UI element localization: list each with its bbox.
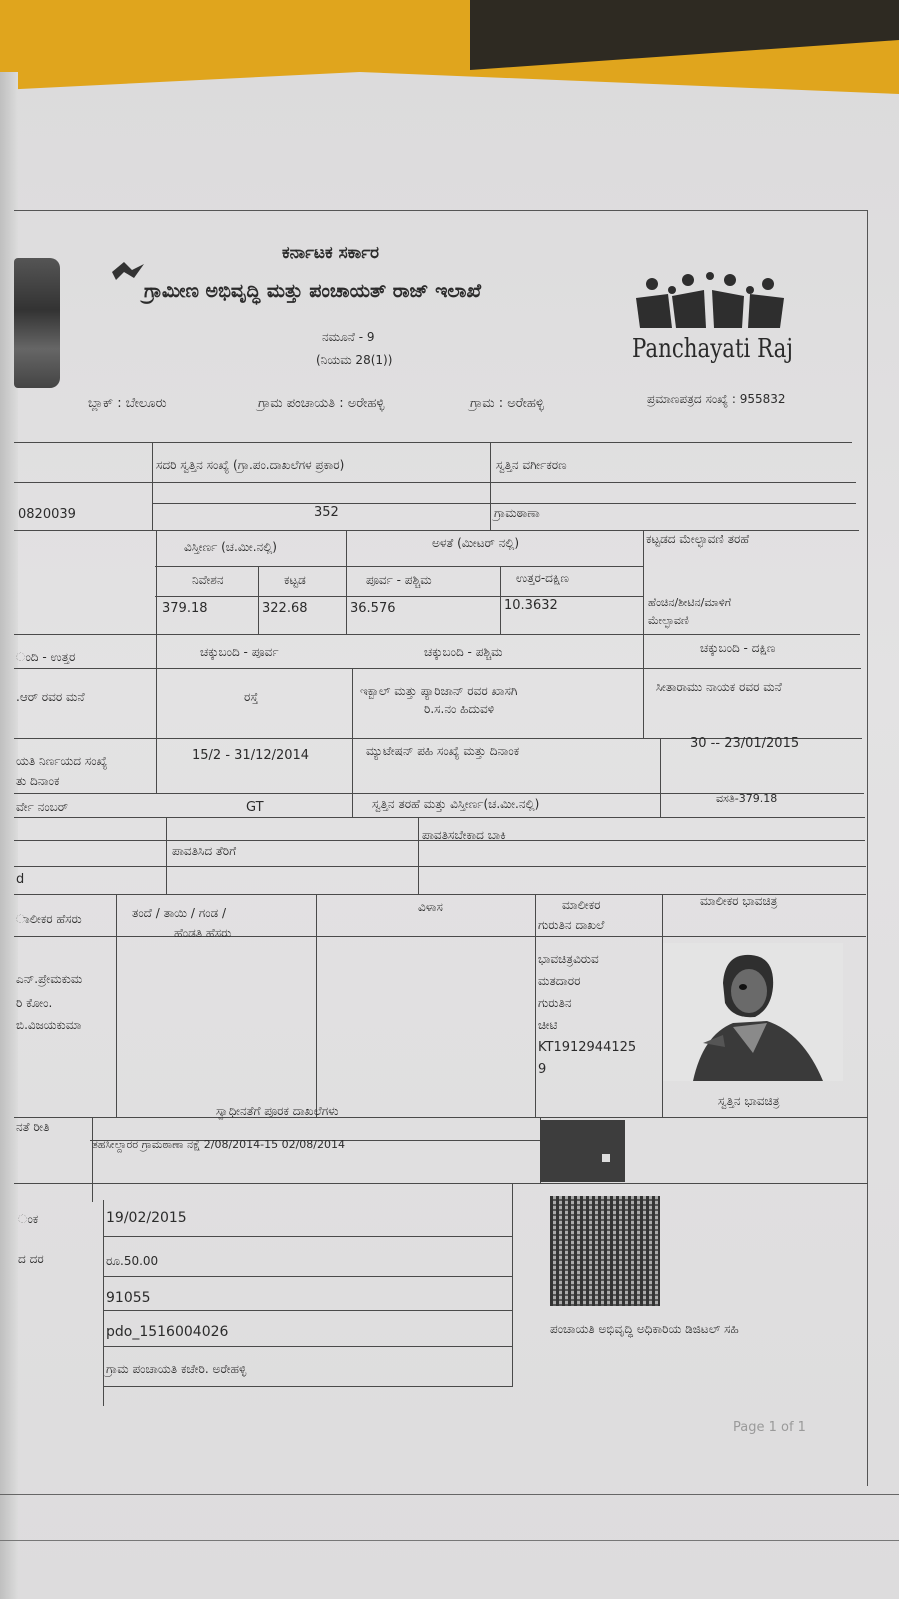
background-dark-object [470,0,899,70]
grid-line [418,817,419,894]
grid-line [152,442,153,530]
grid-line [660,738,661,817]
fee-value: ರೂ.50.00 [106,1254,159,1268]
mutation-value: 30 -- 23/01/2015 [690,736,800,751]
idproof-1: ಭಾವಚಿತ್ರವಿರುವ [538,952,599,966]
prop-class-label: ಸ್ವತ್ತಿನ ವರ್ಗೀಕರಣ [496,458,567,472]
prop-no-label: ಸದರಿ ಸ್ವತ್ತಿನ ಸಂಖ್ಯೆ (ಗ್ರಾ.ಪಂ.ದಾಖಲೆಗಳ ಪ್ರಕಾರ) [156,458,345,472]
parent-label-2: ಹೆಂಡತಿ ಹೆಸರು [174,926,232,940]
roof-type-1: ಹೆಂಚಿನ/ಶೀಟಿನ/ಮಾಳಿಗೆ [648,596,732,609]
office-name: ಗ್ರಾಮ ಪಂಚಾಯತಿ ಕಚೇರಿ. ಅರೇಹಳ್ಳಿ [106,1362,247,1376]
roof-label: ಕಟ್ಟಡದ ಮೇಲ್ಛಾವಣಿ ತರಹೆ [646,532,750,546]
fee-label: ದ ದರ [18,1252,44,1266]
grid-line [103,1346,513,1347]
address-label: ವಿಳಾಸ [418,900,443,914]
grid-line [155,596,643,597]
grid-line [14,866,866,867]
emblem-mark-icon [110,258,146,284]
roof-type-2: ಮೇಲ್ಛಾವಣಿ [648,614,689,627]
grid-line [155,566,643,567]
prop-class: ಗ್ರಾಮಠಾಣಾ [494,506,540,520]
type-label: ಸ್ವತ್ತಿನ ತರಹೆ ಮತ್ತು ವಿಸ್ತೀರ್ಣ(ಚ.ಮೀ.ನಲ್ಲಿ) [372,797,540,811]
header-dept: ಗ್ರಾಮೀಣ ಅಭಿವೃದ್ಧಿ ಮತ್ತು ಪಂಚಾಯತ್ ರಾಜ್ ಇಲಾಖೆ [144,280,482,302]
bldg-label: ಕಟ್ಟಡ [284,573,306,587]
header-gov: ಕರ್ನಾಟಕ ಸರ್ಕಾರ [282,243,380,263]
page-number: Page 1 of 1 [733,1420,806,1435]
boundary-west-label: ಚಕ್ಕುಬಂದಿ - ಪಶ್ಚಿಮ [424,645,503,659]
issue-date: 19/02/2015 [106,1210,187,1226]
photo-label: ಮಾಲೀಕರ ಭಾವಚಿತ್ರ [700,894,778,908]
dim-label: ಅಳತೆ (ಮೀಟರ್ ನಲ್ಲಿ) [432,536,520,550]
sheet-edge-line [0,1494,899,1495]
bldg-area: 322.68 [262,601,308,616]
idproof-5: KT1912944125 [538,1040,637,1055]
owner-name-2: ರಿ ಕೋಂ. [16,996,53,1010]
qr-code-icon [550,1196,660,1306]
property-photo [540,1120,625,1182]
grid-line [643,530,644,738]
parent-label-1: ತಂದೆ / ತಾಯಿ / ಗಂಡ / [132,906,227,920]
acq-label: ನತೆ ರೀತಿ [16,1120,50,1134]
grid-line [166,817,167,894]
pdo-id: pdo_1516004026 [106,1324,229,1340]
site-label: ನಿವೇಶನ [192,573,224,587]
grid-line [103,1386,513,1387]
grid-line [500,566,501,634]
grid-line [156,530,157,793]
boundary-east-value: ರಸ್ತೆ [244,690,259,704]
boundary-south-label: ಚಕ್ಕುಬಂದಿ - ದಕ್ಷಿಣ [700,641,776,655]
grid-line [316,894,317,1117]
site-area: 379.18 [162,601,208,616]
survey-value: GT [246,800,264,815]
header-form: ನಮೂನೆ - 9 [322,330,375,344]
meta-village: ಗ್ರಾಮ : ಅರೇಹಳ್ಳಿ [470,396,544,411]
panchayati-raj-logo-icon [632,270,790,332]
sheet-edge-line [0,1540,899,1541]
grid-line [512,1183,513,1386]
idproof-label-2: ಗುರುತಿನ ದಾಖಲೆ [538,918,605,932]
grid-line [352,668,353,817]
idproof-4: ಚೀಟಿ [538,1018,558,1032]
docs-label: ಸ್ವಾಧೀನತೆಗೆ ಪೂರಕ ದಾಖಲೆಗಳು [216,1104,339,1118]
area-label: ವಿಸ್ತೀರ್ಣ (ಚ.ಮೀ.ನಲ್ಲಿ) [184,540,277,554]
brand-name: Panchayati Raj [632,334,794,364]
grid-line [103,1236,513,1237]
idproof-3: ಗುರುತಿನ [538,996,572,1010]
owner-name-1: ಎನ್.ಪ್ರೇಮಕುಮ [16,972,83,986]
grid-line [258,566,259,634]
grid-line [103,1200,104,1406]
meta-cert: ಪ್ರಮಾಣಪತ್ರದ ಸಂಖ್ಯೆ : 955832 [647,392,786,406]
grid-line [14,1117,868,1118]
date-label: ಂಕ [18,1212,39,1226]
mutation-label: ಮ್ಯುಟೇಷನ್ ಪಹಿ ಸಂಖ್ಯೆ ಮತ್ತು ದಿನಾಂಕ [366,744,520,758]
ew-label: ಪೂರ್ವ - ಪಶ್ಚಿಮ [366,573,432,587]
digital-sign-label: ಪಂಚಾಯತಿ ಅಭಿವೃದ್ಧಿ ಅಧಿಕಾರಿಯ ಡಿಜಿಟಲ್ ಸಹಿ [550,1322,739,1336]
survey-label: ರ್ವೇ ನಂಬರ್ [16,800,69,814]
grid-line [116,894,117,1117]
boundary-west-value-2: ರಿ.ಸ.ನಂ ಹಿದುವಳಿ [424,702,495,716]
grid-line [14,1183,868,1184]
tax-paid-label: ಪಾವತಿಸಿದ ತೆರಿಗೆ [172,844,237,858]
tax-due-label: ಪಾವತಿಸಬೇಕಾದ ಬಾಕಿ [422,828,506,842]
grid-line [14,668,861,669]
grid-line [14,482,856,483]
grid-line [14,936,866,937]
resolution-value: 15/2 - 31/12/2014 [192,748,310,763]
owner-name-3: ಬಿ.ವಿಜಯಕುಮಾ [16,1018,82,1032]
resolution-label-1: ಯತಿ ನಿರ್ಣಯದ ಸಂಖ್ಯೆ [16,754,108,768]
boundary-north-label: ಂದಿ - ಉತ್ತರ [16,650,76,664]
resolution-label-2: ತು ದಿನಾಂಕ [16,774,60,788]
grid-line [490,442,491,530]
d-label: d [16,872,25,887]
grid-line [535,894,536,1117]
ns-label: ಉತ್ತರ-ದಕ್ಷಿಣ [516,571,569,585]
grid-line [14,817,865,818]
boundary-east-label: ಚಕ್ಕುಬಂದಿ - ಪೂರ್ವ [200,645,279,659]
karnataka-emblem-icon [14,258,60,388]
idproof-label-1: ಮಾಲೀಕರ [562,898,601,912]
meta-block: ಬ್ಲಾಕ್ : ಬೇಲೂರು [88,396,167,411]
header-rule: (ನಿಯಮ 28(1)) [316,353,393,367]
docs-value: ತಹಸೀಲ್ದಾರರ ಗ್ರಾಮಠಾಣಾ ನಕ್ಷೆ 2/08/2014-15 02/08/2014 [92,1138,346,1151]
ns-value: 10.3632 [504,598,558,613]
meta-gp: ಗ್ರಾಮ ಪಂಚಾಯತಿ : ಅರೇಹಳ್ಳಿ [258,396,385,411]
boundary-west-value-1: ಇಕ್ಬಾಲ್ ಮತ್ತು ಪ್ಯಾರಿಜಾನ್ ರವರ ಖಾಸಗಿ [360,684,518,698]
grid-line [103,1310,513,1311]
prop-photo-label: ಸ್ವತ್ತಿನ ಭಾವಚಿತ್ರ [718,1094,780,1108]
grid-line [14,530,859,531]
grid-line [14,442,852,443]
type-value: ವಸತಿ-379.18 [716,792,778,805]
idproof-2: ಮತದಾರರ [538,974,581,988]
owner-photo [663,943,843,1081]
boundary-south-value: ಸೀತಾರಾಮು ನಾಯಕ ರವರ ಮನೆ [656,680,782,694]
grid-line [92,1117,93,1202]
prop-no: 352 [314,505,339,520]
grid-line [152,503,856,504]
grid-line [103,1276,513,1277]
boundary-north-value: .ಆರ್ ರವರ ಮನೆ [16,690,85,704]
ew-value: 36.576 [350,601,396,616]
receipt-no: 91055 [106,1290,151,1306]
idproof-6: 9 [538,1062,547,1077]
grid-line [346,530,347,634]
grid-line [14,634,860,635]
owner-label: ಾಲೀಕರ ಹೆಸರು [16,912,82,926]
property-id: 0820039 [18,507,76,522]
